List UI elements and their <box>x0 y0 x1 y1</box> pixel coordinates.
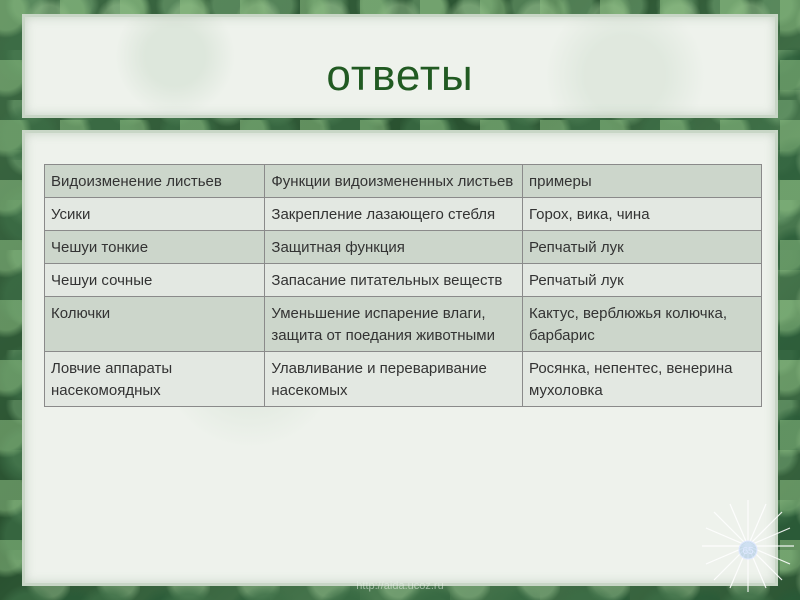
compass-star-icon <box>700 498 796 594</box>
table-cell: Репчатый лук <box>522 264 761 297</box>
table-cell: Усики <box>45 198 265 231</box>
table-cell: Кактус, верблюжья колючка, барбарис <box>522 297 761 352</box>
table-header-row <box>45 165 762 198</box>
table-cell: Уменьшение испарение влаги, защита от поедания животными <box>265 297 523 352</box>
table-row <box>45 198 762 231</box>
table-row <box>45 297 762 352</box>
table-cell: Защитная функция <box>265 231 523 264</box>
table-row <box>45 264 762 297</box>
slide-title: ответы <box>326 51 474 100</box>
table-cell: Колючки <box>45 297 265 352</box>
header-cell: Видоизменение листьев <box>45 165 265 198</box>
header-cell: Функции видоизмененных листьев <box>265 165 523 198</box>
answers-table <box>44 164 762 407</box>
table-cell: Улавливание и переваривание насекомых <box>265 352 523 407</box>
header-cell: примеры <box>522 165 761 198</box>
table-cell: Ловчие аппараты насекомоядных <box>45 352 265 407</box>
table-cell: Чешуи тонкие <box>45 231 265 264</box>
title-panel <box>22 14 778 118</box>
table-row <box>45 352 762 407</box>
table-cell: Закрепление лазающего стебля <box>265 198 523 231</box>
slide-number: 65 <box>742 546 754 557</box>
table-cell: Запасание питательных веществ <box>265 264 523 297</box>
table-row <box>45 231 762 264</box>
table-cell: Репчатый лук <box>522 231 761 264</box>
table-cell: Росянка, непентес, венерина мухоловка <box>522 352 761 407</box>
table-cell: Чешуи сочные <box>45 264 265 297</box>
watermark: http://aida.ucoz.ru <box>356 580 444 592</box>
table-cell: Горох, вика, чина <box>522 198 761 231</box>
